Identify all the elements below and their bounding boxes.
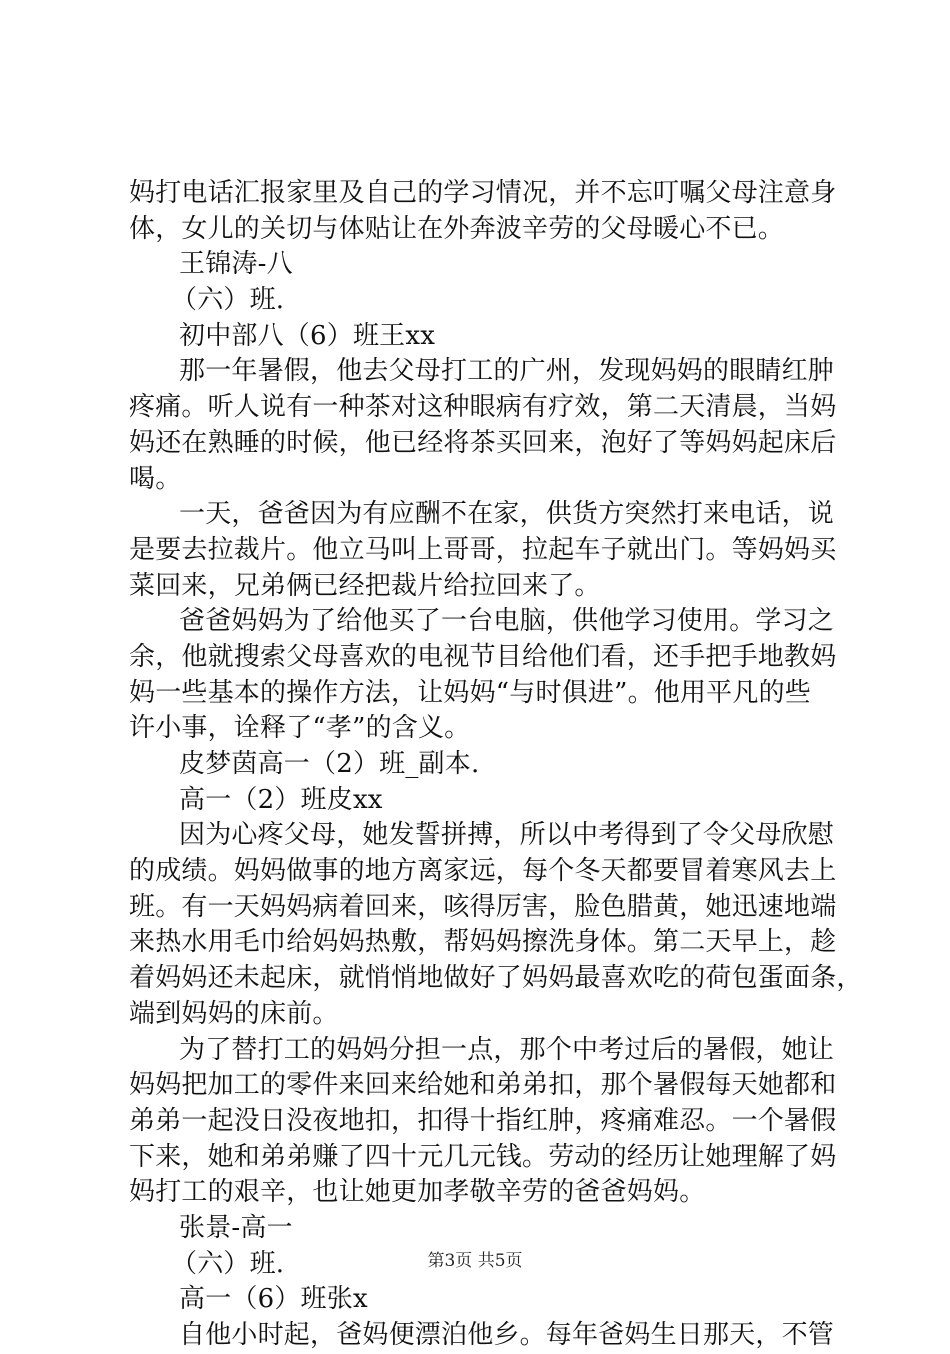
text-line: 来热水用毛巾给妈妈热敷，帮妈妈擦洗身体。第二天早上，趁 [129, 927, 837, 958]
text-line: 的成绩。妈妈做事的地方离家远，每个冬天都要冒着寒风去上 [129, 856, 837, 887]
text-line: 妈一些基本的操作方法，让妈妈“与时俱进”。他用平凡的些 [129, 677, 811, 708]
text-line: 疼痛。听人说有一种茶对这种眼病有疗效，第二天清晨，当妈 [129, 392, 837, 423]
text-line: 喝。 [129, 463, 182, 494]
text-line: 下来，她和弟弟赚了四十元几元钱。劳动的经历让她理解了妈 [129, 1141, 837, 1172]
text-line: 弟弟一起没日没夜地扣，扣得十指红肿，疼痛难忍。一个暑假 [129, 1105, 837, 1136]
class-student-heading: 高一（2）班皮xx [179, 784, 383, 815]
text-line: 班。有一天妈妈病着回来，咳得厉害，脸色腊黄，她迅速地端 [129, 891, 837, 922]
paragraph-start: 自他小时起，爸妈便漂泊他乡。每年爸妈生日那天，不管 [179, 1320, 835, 1350]
text-line: 菜回来，兄弟俩已经把裁片给拉回来了。 [129, 570, 601, 601]
text-line: 端到妈妈的床前。 [129, 998, 339, 1029]
class-student-heading: 初中部八（6）班王xx [179, 320, 436, 351]
text-line: 是要去拉裁片。他立马叫上哥哥，拉起车子就出门。等妈妈买 [129, 534, 837, 565]
author-heading: 皮梦茵高一（2）班_副本. [179, 749, 480, 779]
page-footer: 第3页 共5页 [427, 1251, 523, 1271]
paragraph-start: 那一年暑假，他去父母打工的广州，发现妈妈的眼睛红肿 [179, 356, 835, 387]
text-line: 妈打工的艰辛，也让她更加孝敬辛劳的爸爸妈妈。 [129, 1177, 706, 1208]
class-heading: （六）班. [171, 285, 285, 316]
paragraph-start: 为了替打工的妈妈分担一点，那个中考过后的暑假，她让 [179, 1034, 835, 1065]
paragraph-start: 因为心疼父母，她发誓拼搏，所以中考得到了令父母欣慰 [179, 820, 835, 851]
text-line: 妈打电话汇报家里及自己的学习情况，并不忘叮嘱父母注意身 [129, 178, 837, 208]
class-heading: （六）班. [171, 1248, 285, 1279]
author-heading: 张景-高一 [179, 1212, 293, 1243]
text-line: 着妈妈还未起床，就悄悄地做好了妈妈最喜欢吃的荷包蛋面条， [129, 963, 863, 994]
text-line: 体，女儿的关切与体贴让在外奔波辛劳的父母暖心不已。 [129, 213, 785, 244]
paragraph-start: 一天，爸爸因为有应酬不在家，供货方突然打来电话，说 [179, 499, 835, 530]
paragraph-start: 爸爸妈妈为了给他买了一台电脑，供他学习使用。学习之 [179, 606, 835, 637]
text-line: 妈妈把加工的零件来回来给她和弟弟扣，那个暑假每天她都和 [129, 1070, 837, 1101]
text-line: 余，他就搜索父母喜欢的电视节目给他们看，还手把手地教妈 [129, 641, 837, 672]
text-line: 妈还在熟睡的时候，他已经将茶买回来，泡好了等妈妈起床后 [129, 427, 837, 458]
document-body [129, 176, 863, 1354]
class-student-heading: 高一（6）班张x [179, 1284, 368, 1315]
text-line: 许小事，诠释了“孝”的含义。 [129, 713, 471, 744]
author-heading: 王锦涛-八 [179, 249, 293, 280]
